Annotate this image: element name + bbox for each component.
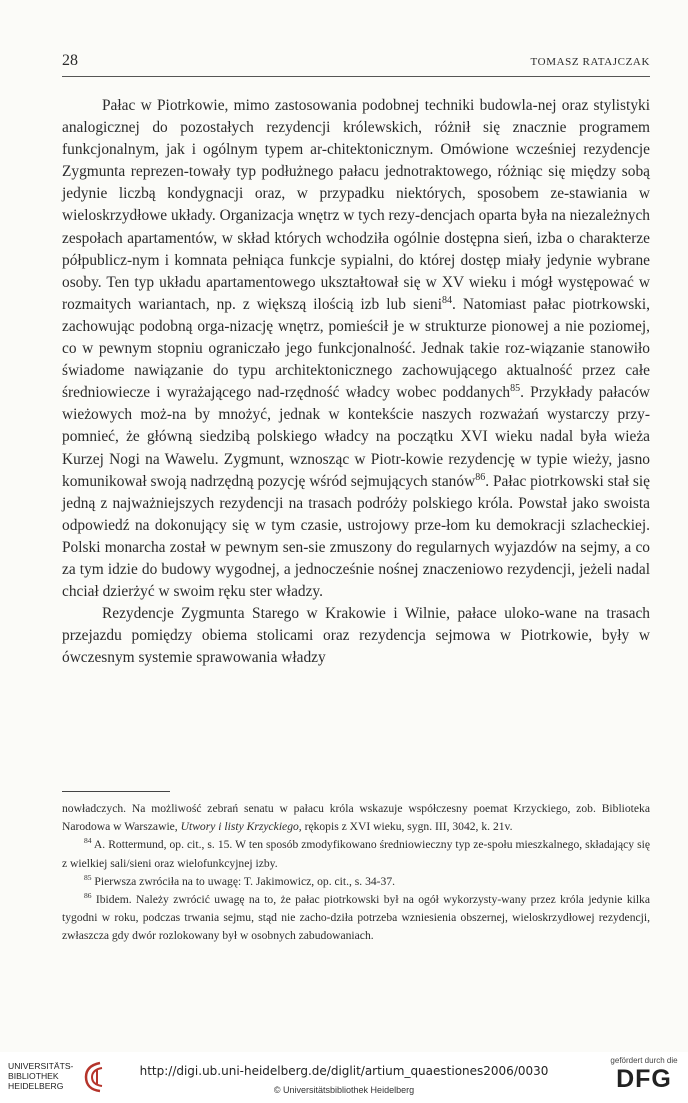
page-footer xyxy=(0,1052,688,1103)
footnote-number: 84 xyxy=(84,836,92,846)
footnote-text: nowładczych. Na możliwość zebrań senatu w pałacu króla wskazuje współczesny poemat Krzyckiego, zob. Biblioteka Narodowa w Warszawie, xyxy=(62,802,650,834)
source-url[interactable]: http://digi.ub.uni-heidelberg.de/diglit/artium_quaestiones2006/0030 xyxy=(139,1064,549,1078)
page-number: 28 xyxy=(62,52,78,69)
paragraph-text: . Pałac piotrkowski stał się jedną z najważniejszych rezydencji na trasach podróży polskiego króla. Powstał jako swoista odpowiedź na dokonujący się w tym czasie, ustrojowy prze-łom ku demokracji szlacheckiej. Polski monarcha został w pewnym sen-sie zmuszony do regularnych wyjazdów na sejmy, a co za tym idzie do budowy wygodnej, a jednocześnie nośnej znaczeniowo rezydencji, jeżeli nadal chciał dzierżyć w swoim ręku ster władzy. xyxy=(62,472,650,601)
main-text xyxy=(62,95,650,669)
footnote-ref-86[interactable]: 86 xyxy=(475,471,486,483)
dfg-logo[interactable] xyxy=(608,1056,680,1093)
footnote-85 xyxy=(62,873,650,891)
copyright-notice: © Universitätsbibliothek Heidelberg xyxy=(273,1085,415,1095)
footnote-text: rękopis z XVI wieku, sygn. III, 3042, k. 21v. xyxy=(301,820,513,834)
running-head: TOMASZ RATAJCZAK xyxy=(530,56,650,68)
paragraph-text: Rezydencje Zygmunta Starego w Krakowie i Wilnie, pałace uloko-wane na trasach przejazdu pomiędzy obiema stolicami oraz rezydencja sejmowa w Piotrkowie, były w ówczesnym systemie sprawowania władzy xyxy=(62,605,650,667)
paragraph-text: . Przykłady pałaców wieżowych moż-na by mnożyć, jednak w kontekście naszych rozważań wystarczy przy-pomnieć, że główną siedzibą polskiego władcy na początku XVI wieku nadal była wieża Kurzej Nogi na Wawelu. Zygmunt, wznosząc w Piotr-kowie rezydencję w typie wieży, jasno komunikował swoją nadrzędną pozycję wśród sejmujących stanów xyxy=(62,384,650,490)
footnote-title-italic: Utwory i listy Krzyckiego, xyxy=(180,820,302,834)
page-header xyxy=(62,52,650,77)
footnote-separator xyxy=(62,791,170,792)
library-name-line: UNIVERSITÄTS- xyxy=(8,1061,74,1071)
paragraph-2 xyxy=(62,603,650,669)
footnote-number: 85 xyxy=(84,872,92,882)
paragraph-text: . Natomiast pałac piotrkowski, zachowując podobną orga-nizację wnętrz, pomieścił je w strukturze pionowej a nie poziomej, co w pewnym stopniu ograniczało jego funkcjonalność. Jednak takie roz-wiązanie stanowiło świadome nawiązanie do typu architektonicznego zachowującego aktualność przez całe średniowiecze i wyrażającego nad-rzędność władcy wobec poddanych xyxy=(62,295,650,402)
footnote-text: A. Rottermund, op. cit., s. 15. W ten sposób zmodyfikowano średniowieczny typ ze-społu mieszkalnego, składający się z wielkiej sali/sieni oraz wielofunkcyjnej izby. xyxy=(62,838,650,870)
footnote-number: 86 xyxy=(84,891,92,901)
library-name-line: BIBLIOTHEK xyxy=(8,1071,59,1081)
footnote-86 xyxy=(62,891,650,946)
library-name-line: HEIDELBERG xyxy=(8,1081,64,1091)
footnote-continuation xyxy=(62,800,650,836)
paragraph-1 xyxy=(62,95,650,603)
footnote-84 xyxy=(62,836,650,872)
paragraph-text: Pałac w Piotrkowie, mimo zastosowania podobnej techniki budowla-nej oraz stylistyki analogicznej do pozostałych rezydencji królewskich, różnił się znacznie programem funkcjonalnym, jak i ogólnym typem ar-chitektonicznym. Omówione wcześniej rezydencje Zygmunta reprezen-towały typ podłużnego pałacu jednotraktowego, różniąc się między sobą jedynie liczbą kondygnacji oraz, w przypadku niektórych, sposobem ze-stawiania w wieloskrzydłowe układy. Organizacja wnętrz w tych rezy-dencjach oparta była na niezależnych zespołach apartamentów, w skład których wchodziła ogólnie dostępna sień, izba o charakterze półpublicz-nym i komnata pełniąca funkcje sypialni, do której dostęp miały jedynie wybrane osoby. Ten typ układu apartamentowego ukształtował się w XV wieku i mógł występować w rozmaitych wariantach, np. z większą ilością izb lub sieni xyxy=(62,97,650,313)
dfg-caption: gefördert durch die xyxy=(610,1056,678,1065)
footnotes xyxy=(62,800,650,946)
footnote-ref-84[interactable]: 84 xyxy=(442,294,453,306)
footnote-text: Pierwsza zwróciła na to uwagę: T. Jakimowicz, op. cit., s. 34-37. xyxy=(91,874,396,888)
footnote-ref-85[interactable]: 85 xyxy=(510,383,521,395)
dfg-wordmark: DFG xyxy=(616,1065,672,1093)
footnote-text: Ibidem. Należy zwrócić uwagę na to, że pałac piotrkowski był na ogół wykorzysty-wany przez króla jedynie kilka tygodni w roku, podczas trwania sejmu, stąd nie zacho-dziła potrzeba wzniesienia obszernej, wieloskrzydłowej rezydencji, zwłaszcza gdy dwór rozlokowany był w osobnych zabudowaniach. xyxy=(62,893,650,943)
